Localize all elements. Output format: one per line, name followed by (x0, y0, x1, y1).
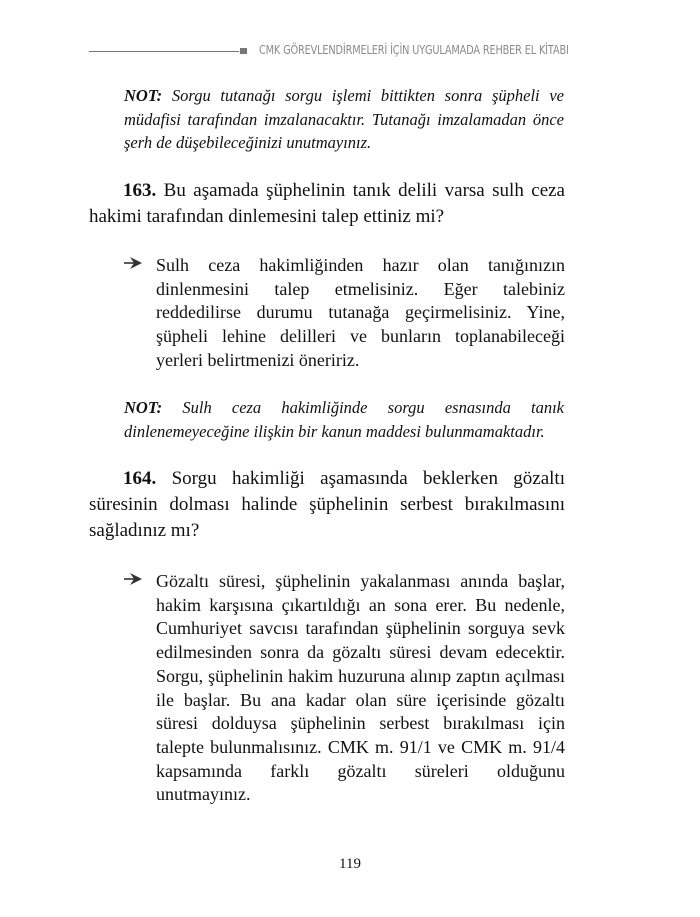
answer-text: Sulh ceza hakimliğinden hazır olan tanığınızın dinlenmesini talep etmelisiniz. Eğer talebiniz reddedilirse durumu tutanağa geçirmelisiniz. Yine, şüpheli lehine delilleri ve bunların toplanabileceği yerleri belirtmenizi öneririz. (156, 255, 565, 370)
question-164 (89, 466, 565, 544)
note-text: Sorgu tutanağı sorgu işlemi bittikten sonra şüpheli ve müdafisi tarafından imzalanacaktır. Tutanağı imzalamadan önce şerh de düşebileceğinizi unutmayınız. (124, 86, 564, 152)
question-163 (89, 178, 565, 230)
running-title: CMK GÖREVLENDİRMELERİ İÇİN UYGULAMADA REHBER EL KİTABI (259, 42, 569, 57)
answer-163 (124, 254, 565, 373)
running-header (89, 40, 569, 60)
note-label: NOT: (124, 86, 163, 105)
question-text: Sorgu hakimliği aşamasında beklerken gözaltı süresinin dolması halinde şüphelinin serbest bırakılmasını sağladınız mı? (89, 468, 565, 541)
note-text: Sulh ceza hakimliğinde sorgu esnasında tanık dinlenemeyeceğine ilişkin bir kanun maddesi bulunmamaktadır. (124, 398, 564, 441)
header-square-icon (240, 48, 247, 54)
header-rule (89, 51, 239, 52)
question-number: 163. (123, 180, 157, 201)
note-label: NOT: (124, 398, 163, 417)
answer-text: Gözaltı süresi, şüphelinin yakalanması anında başlar, hakim karşısına çıkartıldığı an sona erer. Bu nedenle, Cumhuriyet savcısı tarafından şüphelinin sorguya sevk edilmesinden sonra da gözaltı süresi devam edecektir. Sorgu, şüphelinin hakim huzuruna alınıp zaptın açılması ile başlar. Bu ana kadar olan süre içerisinde gözaltı süresi dolduysa şüphelinin serbest bırakılması için talepte bulunmalısınız. CMK m. 91/1 ve CMK m. 91/4 kapsamında farklı gözaltı süreleri olduğunu unutmayınız. (156, 571, 565, 805)
note-sorgu-tutanagi (124, 84, 564, 155)
question-text: Bu aşamada şüphelinin tanık delili varsa sulh ceza hakimi tarafından dinlemesini talep ettiniz mi? (89, 180, 565, 227)
arrow-bullet-icon (124, 256, 144, 270)
note-tanik-dinleme (124, 396, 564, 443)
question-number: 164. (123, 468, 157, 489)
page-number: 119 (339, 856, 361, 872)
arrow-bullet-icon (124, 572, 144, 586)
answer-164 (124, 570, 565, 807)
